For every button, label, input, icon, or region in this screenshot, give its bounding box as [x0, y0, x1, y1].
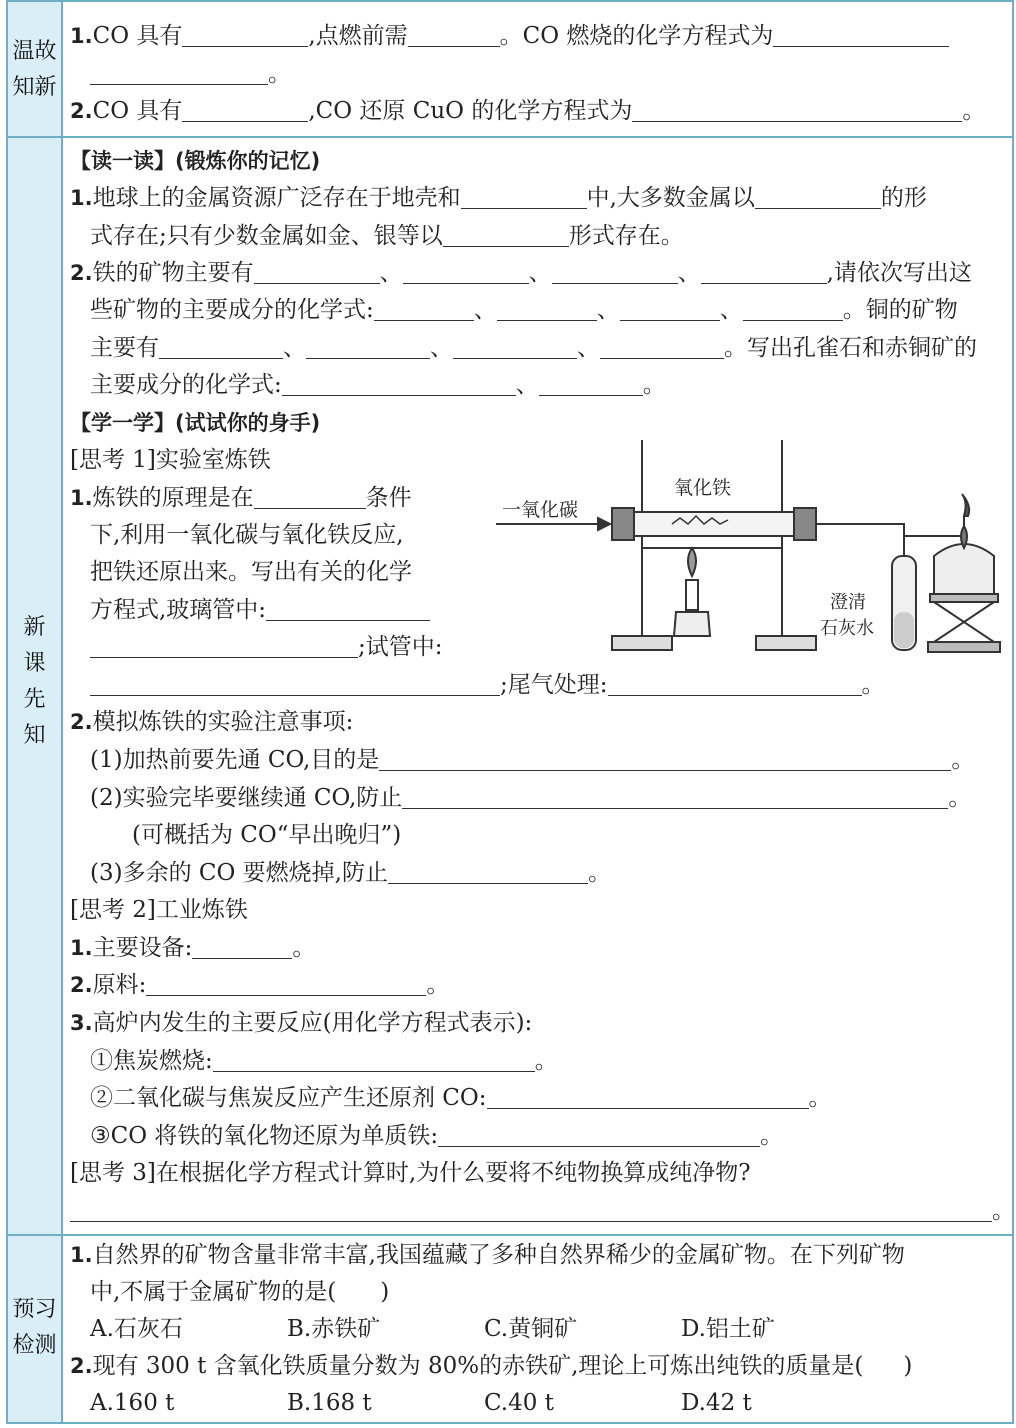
think2-title: [思考 2]工业炼铁 — [70, 897, 248, 923]
learn-a1-line5: ;试管中: — [90, 629, 1006, 666]
reaction-1: ①焦炭燃烧: 。 — [90, 1048, 558, 1074]
co-inlet-label: 一氧化碳 — [502, 499, 579, 521]
answer-blank[interactable] — [90, 670, 500, 696]
answer-blank[interactable] — [146, 970, 426, 996]
option-b[interactable]: B.赤铁矿 — [287, 1316, 381, 1342]
answer-blank[interactable] — [266, 595, 430, 621]
answer-blank[interactable] — [620, 295, 720, 321]
answer-blank[interactable] — [552, 258, 678, 284]
answer-blank[interactable] — [539, 370, 643, 396]
limewater-label-1: 澄清 — [830, 592, 866, 613]
answer-blank[interactable] — [192, 933, 292, 959]
learn-a1-line6: ;尾气处理: 。 — [90, 667, 1006, 704]
learn-a1-line3: 把铁还原出来。写出有关的化学 — [90, 559, 412, 585]
option-b[interactable]: B.168 t — [287, 1390, 372, 1416]
learn-a1-line4: 方程式,玻璃管中: — [90, 592, 1006, 629]
note-1: (1)加热前要先通 CO,目的是 。 — [90, 747, 975, 773]
answer-blank[interactable] — [159, 333, 283, 359]
check-q2: 2.现有 300 t 含氧化铁质量分数为 80%的赤铁矿,理论上可炼出纯铁的质量是( ) — [70, 1353, 913, 1379]
answer-blank[interactable] — [632, 96, 962, 122]
read-p2-line4: 主要成分的化学式: 、 。 — [90, 372, 666, 398]
industry-1: 1.主要设备: 。 — [70, 935, 316, 961]
answer-blank[interactable] — [306, 333, 430, 359]
section-label-review: 温故知新 — [12, 39, 57, 100]
read-p2-line3: 主要有 、 、 、 。写出孔雀石和赤铜矿的 — [90, 335, 977, 361]
option-c[interactable]: C.黄铜矿 — [484, 1316, 578, 1342]
limewater-label-2: 石灰水 — [820, 618, 874, 639]
answer-blank[interactable] — [90, 59, 268, 85]
answer-blank[interactable] — [402, 783, 948, 809]
answer-blank[interactable] — [90, 632, 358, 658]
learn-heading: 【学一学】(试试你的身手) — [70, 411, 321, 435]
option-a[interactable]: A.160 t — [90, 1390, 175, 1416]
think3-answer: 。 — [70, 1193, 1006, 1230]
answer-blank[interactable] — [701, 258, 827, 284]
answer-blank[interactable] — [600, 333, 724, 359]
answer-blank[interactable] — [182, 96, 308, 122]
learn-a1-line2: 下,利用一氧化碳与氧化铁反应, — [90, 522, 404, 548]
answer-blank[interactable] — [388, 858, 588, 884]
section-label-check: 预习检测 — [12, 1297, 57, 1358]
review-q1-line2: 。 — [90, 56, 1006, 93]
note-2-hint: (可概括为 CO“早出晚归”) — [132, 822, 402, 848]
check-q2-options — [90, 1385, 1006, 1422]
answer-blank[interactable] — [608, 670, 862, 696]
answer-blank[interactable] — [453, 333, 577, 359]
option-d[interactable]: D.42 t — [681, 1390, 752, 1416]
read-p1-line2: 式存在;只有少数金属如金、银等以 形式存在。 — [90, 223, 684, 249]
answer-blank[interactable] — [755, 183, 881, 209]
reaction-3: ③CO 将铁的氧化物还原为单质铁: 。 — [90, 1123, 784, 1149]
answer-blank[interactable] — [408, 21, 500, 47]
iron-smelting-apparatus-figure — [494, 436, 1008, 656]
answer-blank[interactable] — [461, 183, 587, 209]
answer-blank[interactable] — [282, 370, 516, 396]
answer-blank[interactable] — [743, 295, 843, 321]
answer-blank[interactable] — [182, 21, 308, 47]
learn-a2: 2.模拟炼铁的实验注意事项: — [70, 709, 354, 735]
check-q1-line1: 1.自然界的矿物含量非常丰富,我国蕴藏了多种自然界稀少的金属矿物。在下列矿物 — [70, 1242, 905, 1268]
answer-blank[interactable] — [213, 1046, 535, 1072]
section-label-preview: 新课先知 — [23, 615, 46, 748]
answer-blank[interactable] — [374, 295, 474, 321]
read-p2-line2: 些矿物的主要成分的化学式: 、 、 、 。铜的矿物 — [90, 297, 958, 323]
note-2: (2)实验完毕要继续通 CO,防止 。 — [90, 785, 972, 811]
option-d[interactable]: D.铝土矿 — [681, 1316, 775, 1342]
note-3: (3)多余的 CO 要燃烧掉,防止 。 — [90, 860, 611, 886]
industry-2: 2.原料: 。 — [70, 972, 450, 998]
answer-blank[interactable] — [254, 258, 380, 284]
answer-blank[interactable] — [379, 745, 951, 771]
review-q1-line1: 1.CO 具有 ,点燃前需 。CO 燃烧的化学方程式为 — [70, 18, 1006, 55]
think3-title: [思考 3]在根据化学方程式计算时,为什么要将不纯物换算成纯净物? — [70, 1160, 751, 1186]
read-p1-line1: 1.地球上的金属资源广泛存在于地壳和 中,大多数金属以 的形 — [70, 185, 927, 211]
option-a[interactable]: A.石灰石 — [90, 1316, 183, 1342]
iron-oxide-label: 氧化铁 — [674, 477, 732, 499]
answer-blank[interactable] — [443, 221, 569, 247]
read-heading: 【读一读】(锻炼你的记忆) — [70, 149, 321, 173]
check-q1-options — [90, 1311, 1006, 1348]
industry-3: 3.高炉内发生的主要反应(用化学方程式表示): — [70, 1010, 533, 1036]
answer-blank[interactable] — [438, 1121, 760, 1147]
learn-a1-line1: 1.炼铁的原理是在 条件 — [70, 485, 412, 511]
read-p2-line1: 2.铁的矿物主要有 、 、 、 ,请依次写出这 — [70, 260, 972, 286]
answer-blank[interactable] — [403, 258, 529, 284]
section-divider — [6, 136, 1014, 138]
answer-blank[interactable] — [497, 295, 597, 321]
answer-blank[interactable] — [254, 483, 366, 509]
check-q1-line2: 中,不属于金属矿物的是( ) — [90, 1279, 390, 1305]
section-divider — [6, 1234, 1014, 1236]
option-c[interactable]: C.40 t — [484, 1390, 554, 1416]
answer-blank[interactable] — [70, 1196, 992, 1222]
review-q2: 2.CO 具有 ,CO 还原 CuO 的化学方程式为 。 — [70, 98, 986, 124]
answer-blank[interactable] — [487, 1083, 809, 1109]
reaction-2: ②二氧化碳与焦炭反应产生还原剂 CO: 。 — [90, 1085, 832, 1111]
answer-blank[interactable] — [773, 21, 949, 47]
think1-title: [思考 1]实验室炼铁 — [70, 447, 271, 473]
